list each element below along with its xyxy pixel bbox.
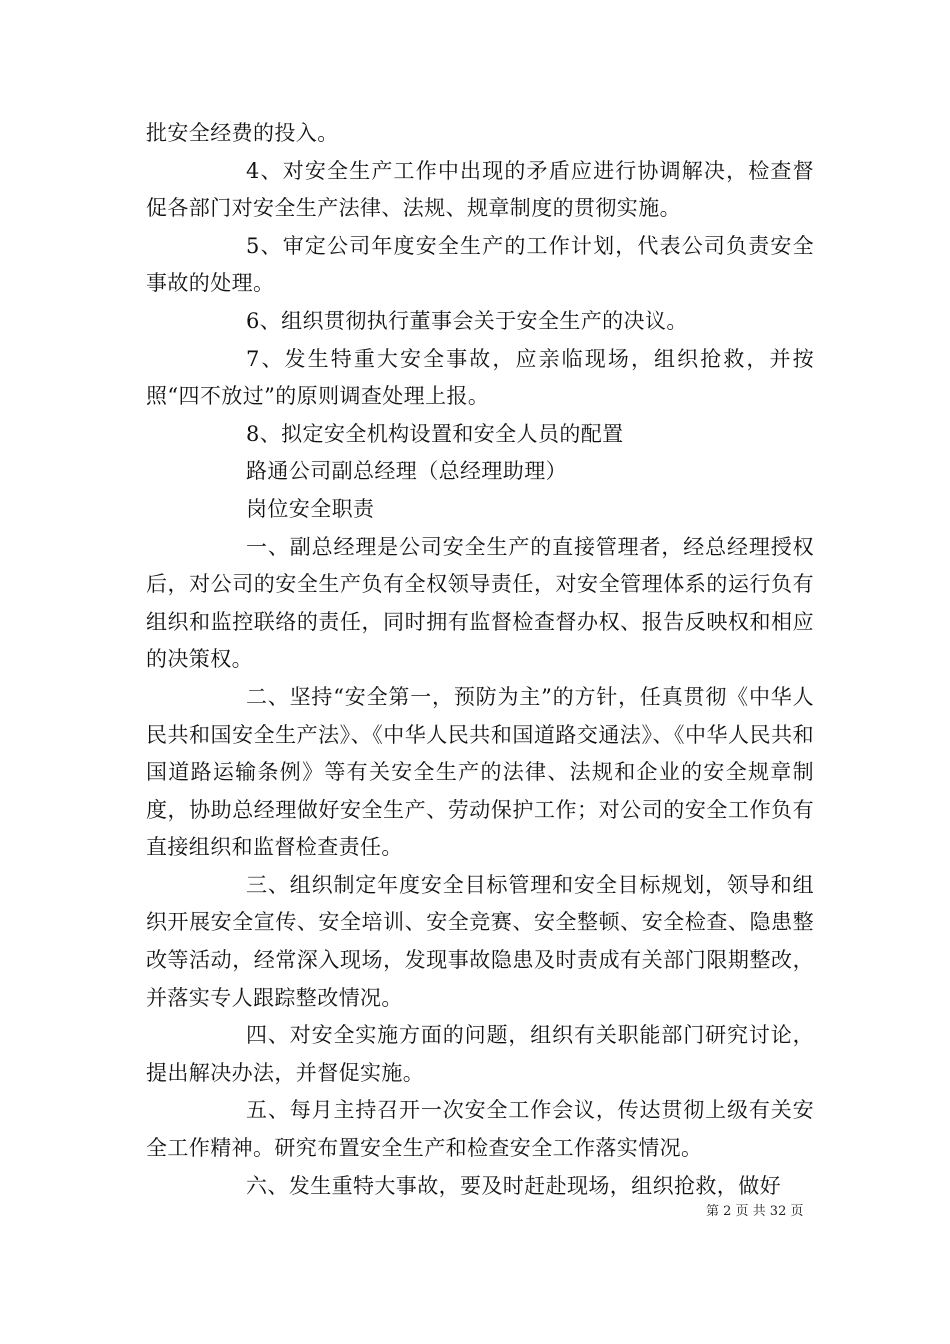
paragraph-9: 一、副总经理是公司安全生产的直接管理者，经总经理授权后，对公司的安全生产负有全权领导责任，对安全管理体系的运行负有组织和监控联络的责任，同时拥有监督检查督办权、报告反映权和相应的决策权。 bbox=[146, 534, 814, 672]
paragraph-3: 5、审定公司年度安全生产的工作计划，代表公司负责安全事故的处理。 bbox=[146, 233, 814, 296]
paragraph-4: 6、组织贯彻执行董事会关于安全生产的决议。 bbox=[246, 308, 688, 333]
paragraph-13: 五、每月主持召开一次安全工作会议，传达贯彻上级有关安全工作精神。研究布置安全生产和检查安全工作落实情况。 bbox=[146, 1098, 814, 1161]
paragraph-14: 六、发生重特大事故，要及时赶赴现场，组织抢救，做好 bbox=[246, 1173, 781, 1198]
paragraph-2: 4、对安全生产工作中出现的矛盾应进行协调解决，检查督促各部门对安全生产法律、法规、规章制度的贯彻实施。 bbox=[146, 158, 814, 221]
document-body bbox=[146, 115, 814, 1205]
section-title: 路通公司副总经理（总经理助理） bbox=[246, 459, 567, 484]
paragraph-12: 四、对安全实施方面的问题，组织有关职能部门研究讨论，提出解决办法，并督促实施。 bbox=[146, 1023, 814, 1085]
paragraph-10: 二、坚持“安全第一，预防为主”的方针，任真贯彻《中华人民共和国安全生产法》、《中华人民共和国道路交通法》、《中华人民共和国道路运输条例》等有关安全生产的法律、法规和企业的安全规章制度，协助总经理做好安全生产、劳动保护工作；对公司的安全工作负有直接组织和监督检查责任。 bbox=[146, 684, 814, 860]
paragraph-1: 批安全经费的投入。 bbox=[146, 121, 339, 145]
page-number-footer: 第 2 页 共 32 页 bbox=[706, 1204, 804, 1219]
paragraph-5: 7、发生特重大安全事故，应亲临现场，组织抢救，并按照“四不放过”的原则调查处理上报。 bbox=[146, 346, 814, 409]
paragraph-11: 三、组织制定年度安全目标管理和安全目标规划，领导和组织开展安全宣传、安全培训、安全竞赛、安全整顿、安全检查、隐患整改等活动，经常深入现场，发现事故隐患及时责成有关部门限期整改，并落实专人跟踪整改情况。 bbox=[146, 872, 814, 1010]
paragraph-6: 8、拟定安全机构设置和安全人员的配置 bbox=[246, 421, 624, 446]
section-subtitle: 岗位安全职责 bbox=[246, 496, 375, 521]
